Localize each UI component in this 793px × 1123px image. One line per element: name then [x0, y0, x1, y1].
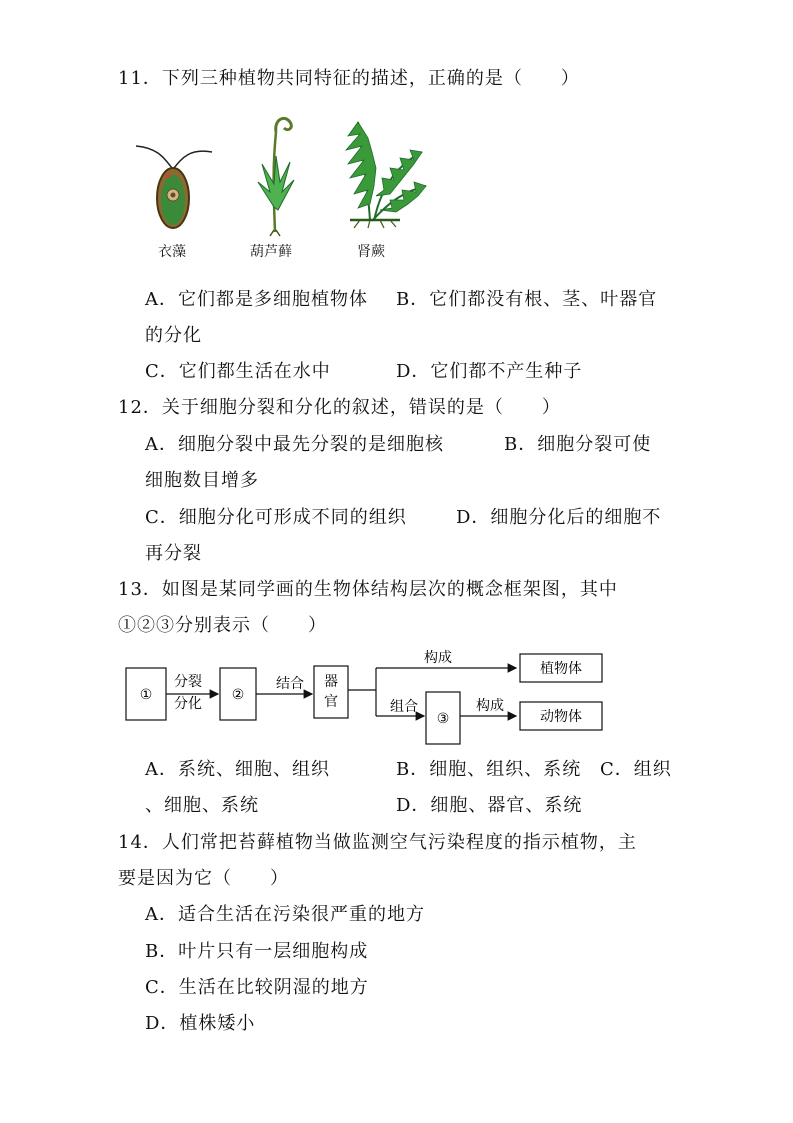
q11-option-b[interactable]: B．它们都没有根、茎、叶器官: [396, 289, 658, 310]
diagram-box-2-label: ②: [231, 687, 245, 703]
q12-stem: 12．关于细胞分裂和分化的叙述，错误的是（ ）: [118, 397, 561, 418]
q11-stem: 11．下列三种植物共同特征的描述，正确的是（ ）: [118, 68, 580, 89]
q13-option-b[interactable]: B．细胞、组织、系统: [396, 759, 582, 780]
q11-option-d[interactable]: D．它们都不产生种子: [396, 361, 583, 382]
q14-option-a[interactable]: A．适合生活在污染很严重的地方: [145, 904, 425, 925]
q12-option-c[interactable]: C．细胞分化可形成不同的组织: [145, 507, 407, 528]
plant-label-fern: 肾蕨: [357, 244, 385, 260]
diagram-box-organ-bottom-label: 官: [324, 694, 338, 710]
plant-label-chlamydomonas: 衣藻: [158, 244, 186, 260]
q12-option-d[interactable]: D．细胞分化后的细胞不: [456, 507, 662, 528]
q14-option-d[interactable]: D．植株矮小: [145, 1013, 256, 1034]
diagram-arrow-1-bottom-label: 分化: [174, 696, 202, 712]
q14-option-b[interactable]: B．叶片只有一层细胞构成: [145, 941, 369, 962]
plant-label-moss: 葫芦藓: [250, 244, 292, 260]
diagram-arrow-2-label: 结合: [276, 676, 304, 692]
q14-stem-line1: 14．人们常把苔藓植物当做监测空气污染程度的指示植物，主: [118, 832, 637, 853]
q13-stem-line1: 13．如图是某同学画的生物体结构层次的概念框架图，其中: [118, 579, 618, 600]
q14-stem-line2: 要是因为它（ ）: [118, 868, 289, 889]
diagram-box-3-label: ③: [436, 711, 450, 727]
diagram-arrow-1-top-label: 分裂: [174, 674, 202, 690]
q13-option-c-cont: 、细胞、系统: [145, 795, 259, 816]
q11-option-c[interactable]: C．它们都生活在水中: [145, 361, 331, 382]
diagram-branch-bottom-label: 组合: [390, 699, 418, 715]
fern-image: [340, 116, 430, 231]
diagram-box-plant-label: 植物体: [540, 661, 582, 677]
moss-image: [250, 112, 300, 237]
q13-option-a[interactable]: A．系统、细胞、组织: [145, 759, 330, 780]
q14-option-c[interactable]: C．生活在比较阴湿的地方: [145, 977, 369, 998]
structure-level-diagram: [118, 648, 618, 748]
q12-option-b-cont: 细胞数目增多: [145, 470, 259, 491]
q11-option-b-cont: 的分化: [145, 325, 202, 346]
q13-option-c[interactable]: C．组织: [600, 759, 672, 780]
q12-option-b[interactable]: B．细胞分裂可使: [504, 434, 652, 455]
diagram-branch-top-label: 构成: [424, 650, 452, 666]
q11-option-a[interactable]: A．它们都是多细胞植物体: [145, 289, 368, 310]
q13-stem-line2: ①②③分别表示（ ）: [118, 615, 327, 636]
chlamydomonas-image: [128, 140, 218, 235]
diagram-box-organ-top-label: 器: [324, 674, 338, 690]
diagram-box-animal-label: 动物体: [540, 709, 582, 725]
q12-option-a[interactable]: A．细胞分裂中最先分裂的是细胞核: [145, 434, 444, 455]
q13-option-d[interactable]: D．细胞、器官、系统: [396, 795, 583, 816]
q12-option-d-cont: 再分裂: [145, 543, 202, 564]
diagram-arrow-3-label: 构成: [476, 698, 504, 714]
diagram-box-1-label: ①: [139, 687, 153, 703]
